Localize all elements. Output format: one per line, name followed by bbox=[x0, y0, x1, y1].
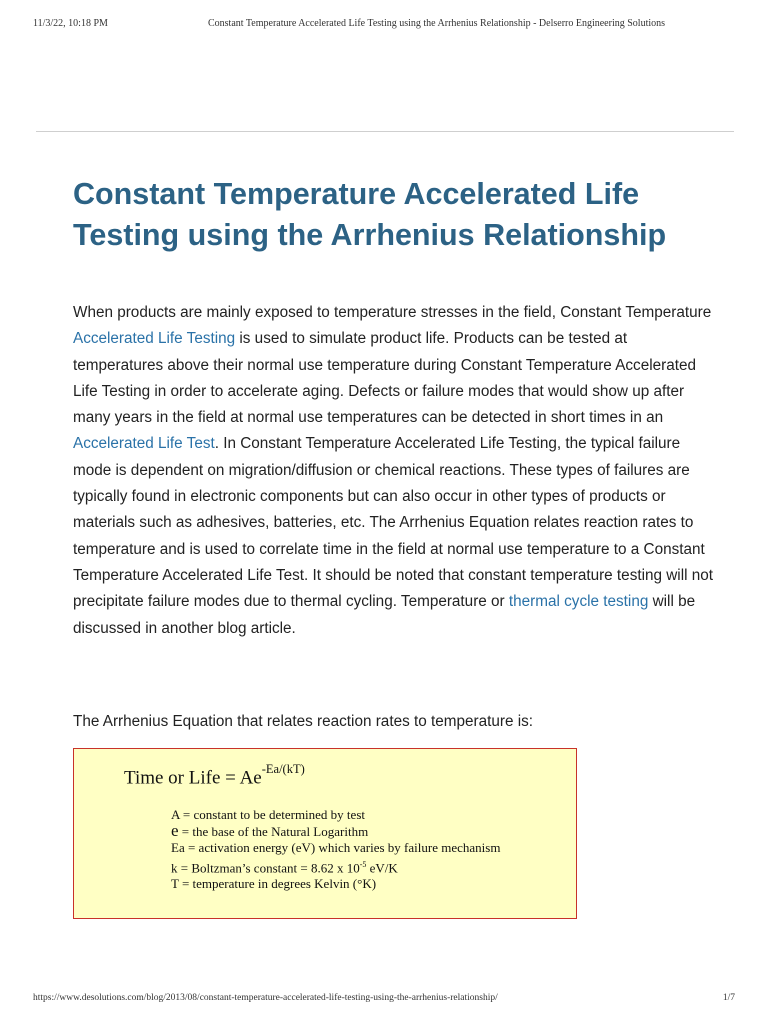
equation-definitions bbox=[171, 807, 500, 893]
arrhenius-equation-box bbox=[73, 748, 577, 919]
intro-text-4: will be discussed in another blog article. bbox=[73, 593, 696, 637]
definition-ea: Ea = activation energy (eV) which varies by failure mechanism bbox=[171, 840, 501, 855]
intro-paragraph bbox=[73, 300, 713, 642]
definition-k-exponent: -5 bbox=[359, 859, 367, 869]
header-divider bbox=[36, 131, 734, 132]
definition-e bbox=[171, 820, 500, 841]
definition-k-unit: eV/K bbox=[366, 859, 398, 875]
equation-main-text: Time or Life = Ae bbox=[124, 767, 262, 789]
intro-text-1: When products are mainly exposed to temperature stresses in the field, Constant Temperature bbox=[73, 304, 712, 321]
accelerated-life-testing-link[interactable]: Accelerated Life Testing bbox=[73, 330, 236, 348]
page-number: 1/7 bbox=[722, 993, 735, 1003]
print-url: https://www.desolutions.com/blog/2013/08/constant-temperature-accelerated-life-testing-using-the-arrhenius-relationship/ bbox=[33, 993, 498, 1003]
intro-text-2: is used to simulate product life. Products can be tested at temperatures above their normal use temperature during Constant Temperature Accelerated Life Testing in order to accelerate aging. Defects or failure modes that would show up after many years in the field at normal use temperatures can be detected in short times in an bbox=[73, 330, 696, 427]
accelerated-life-test-link[interactable]: Accelerated Life Test bbox=[73, 435, 215, 453]
definition-k bbox=[171, 857, 500, 877]
print-document-title: Constant Temperature Accelerated Life Testing using the Arrhenius Relationship - Delserro Engineering Solutions bbox=[208, 18, 666, 29]
equation-exponent: -Ea/(kT) bbox=[261, 762, 305, 776]
print-footer bbox=[33, 993, 735, 1007]
definition-k-text: k = Boltzman’s constant = 8.62 x 10 bbox=[171, 859, 360, 875]
definition-a: A = constant to be determined by test bbox=[171, 807, 365, 822]
equation-intro-paragraph: The Arrhenius Equation that relates reaction rates to temperature is: bbox=[73, 713, 534, 730]
print-date: 11/3/22, 10:18 PM bbox=[33, 18, 108, 29]
definition-t: T = temperature in degrees Kelvin (°K) bbox=[171, 876, 377, 892]
thermal-cycle-testing-link[interactable]: thermal cycle testing bbox=[508, 593, 649, 611]
definition-e-text: = the base of the Natural Logarithm bbox=[178, 823, 369, 839]
e-symbol: e bbox=[171, 820, 179, 840]
print-header bbox=[33, 18, 735, 32]
equation-main bbox=[124, 762, 305, 789]
intro-text-3: . In Constant Temperature Accelerated Life Testing, the typical failure mode is dependent on migration/diffusion or chemical reactions. These types of failures are typically found in electronic components but can also occur in other types of products or materials such as adhesives, batteries, etc. The Arrhenius Equation relates reaction rates to temperature and is used to correlate time in the field at normal use temperature to a Constant Temperature Accelerated Life Test. It should be noted that constant temperature testing will not precipitate failure modes due to thermal cycling. Temperature or bbox=[73, 435, 714, 611]
article-title: Constant Temperature Accelerated Life Testing using the Arrhenius Relationship bbox=[73, 177, 667, 252]
